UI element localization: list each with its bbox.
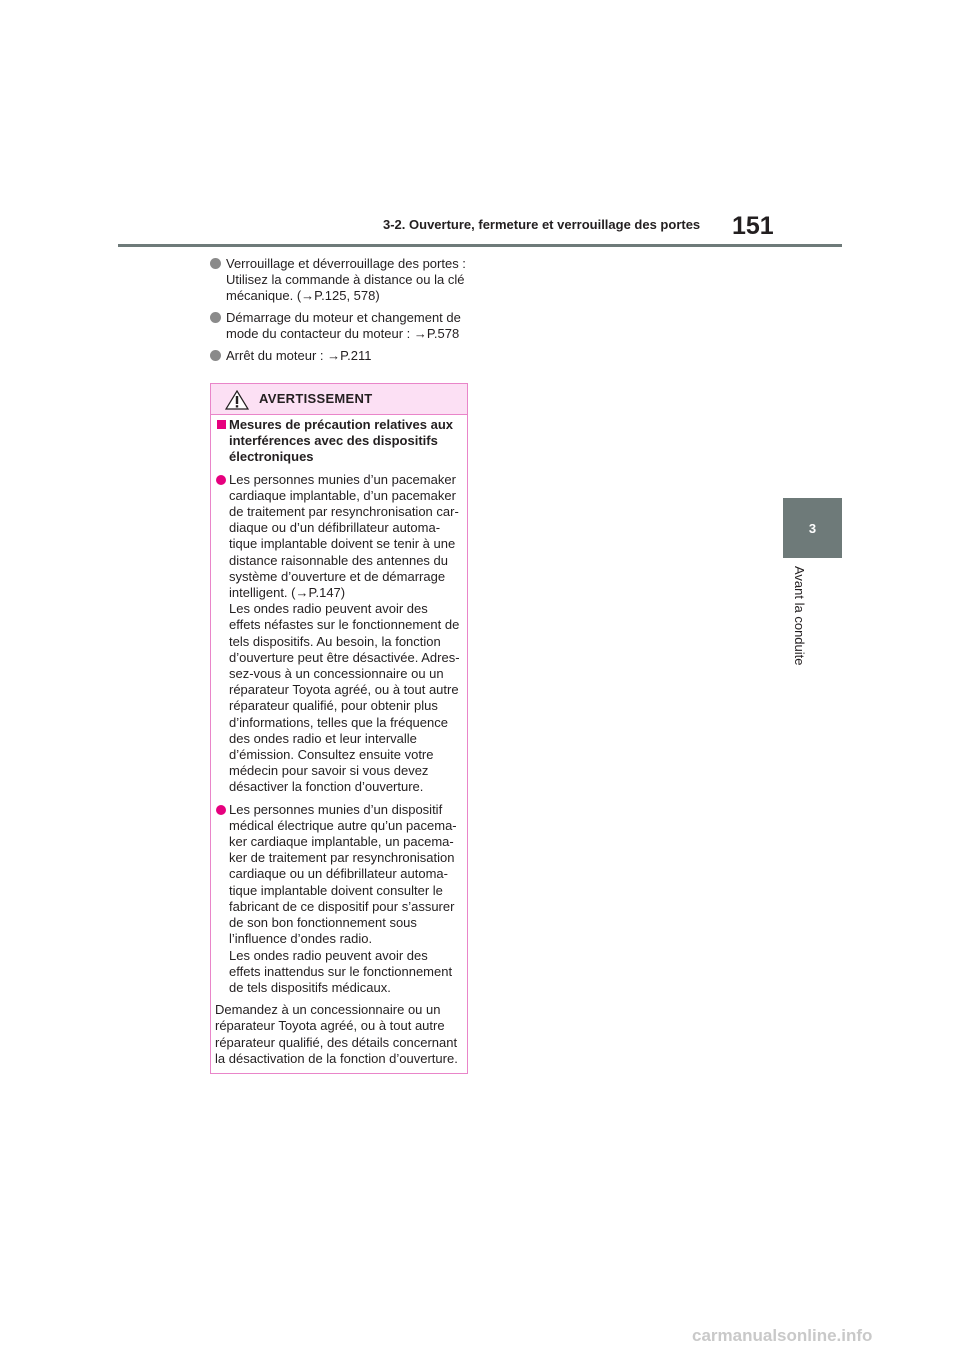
text-line: Les personnes munies d’un dispositif <box>229 801 443 817</box>
text-line: d’ouverture peut être désactivée. Adres- <box>229 649 460 665</box>
text-line: réparateur Toyota agréé, ou à tout autre <box>229 682 459 698</box>
heading-line: Mesures de précaution relatives aux <box>229 417 453 432</box>
chapter-label: Avant la conduite <box>792 566 807 666</box>
text-line: l’influence d’ondes radio. <box>229 931 373 947</box>
text-line: des ondes radio et leur intervalle <box>229 730 417 746</box>
warning-heading <box>215 417 459 466</box>
text-line: médecin pour savoir si vous devez <box>229 763 429 779</box>
text-line: tique implantable doivent se tenir à une <box>229 536 456 552</box>
text-line: Utilisez la commande à distance ou la clé <box>226 272 465 287</box>
text-line: cardiaque ou un défibrillateur automa- <box>229 866 448 882</box>
warning-triangle-icon <box>225 390 249 410</box>
intro-bullet-list <box>210 256 472 370</box>
text-line: réparateur qualifié, pour obtenir plus <box>229 698 438 714</box>
text-line: diaque ou d’un défibrillateur automa- <box>229 520 441 536</box>
warning-item <box>215 472 459 796</box>
text-line: Verrouillage et déverrouillage des portes : <box>226 256 466 271</box>
warning-body <box>211 415 467 1067</box>
bullet-dot-icon <box>216 805 226 815</box>
bullet-dot-icon <box>210 350 221 361</box>
chapter-tab[interactable] <box>783 498 842 558</box>
text-line: réparateur Toyota agréé, ou à tout autre <box>215 1018 445 1034</box>
text-line: réparateur qualifié, des détails concernant <box>215 1034 458 1050</box>
list-item <box>210 310 472 342</box>
page-number: 151 <box>732 212 774 240</box>
watermark: carmanualsonline.info <box>692 1326 873 1345</box>
text-line: de son bon fonctionnement sous <box>229 915 417 931</box>
text-line: Les ondes radio peuvent avoir des <box>229 947 428 963</box>
text-line: sez-vous à un concessionnaire ou un <box>229 666 444 682</box>
text-line: d’émission. Consultez ensuite votre <box>229 747 434 763</box>
warning-header <box>211 384 467 415</box>
warning-box <box>210 383 468 1074</box>
page-reference: Arrêt du moteur : →P.211 <box>226 348 372 363</box>
warning-title: AVERTISSEMENT <box>259 391 373 406</box>
square-bullet-icon <box>217 420 226 429</box>
heading-line: électroniques <box>229 449 314 465</box>
text-line: médical électrique autre qu’un pacema- <box>229 817 457 833</box>
text-line: de tels dispositifs médicaux. <box>229 979 391 995</box>
bullet-dot-icon <box>210 258 221 269</box>
text-line: la désactivation de la fonction d’ouverture. <box>215 1050 458 1066</box>
list-item <box>210 348 472 364</box>
text-line: Les ondes radio peuvent avoir des <box>229 601 428 617</box>
warning-item <box>215 802 459 996</box>
bullet-dot-icon <box>210 312 221 323</box>
bullet-dot-icon <box>216 475 226 485</box>
text-line: effets néfastes sur le fonctionnement de <box>229 617 460 633</box>
text-line: ker cardiaque implantable, un pacema- <box>229 834 454 850</box>
text-line: distance raisonnable des antennes du <box>229 552 448 568</box>
text-line: Démarrage du moteur et changement de <box>226 310 461 325</box>
text-line: de traitement par resynchronisation car- <box>229 504 459 520</box>
text-line: fabricant de ce dispositif pour s’assurer <box>229 898 455 914</box>
text-line: Demandez à un concessionnaire ou un <box>215 1002 441 1018</box>
text-line: d’informations, telles que la fréquence <box>229 714 448 730</box>
page-reference: mécanique. (→P.125, 578) <box>226 288 380 303</box>
text-line: cardiaque implantable, d’un pacemaker <box>229 487 456 503</box>
text-line: ker de traitement par resynchronisation <box>229 850 455 866</box>
warning-closing-paragraph <box>215 1002 459 1067</box>
text-line: effets inattendus sur le fonctionnement <box>229 963 453 979</box>
chapter-number: 3 <box>808 520 817 536</box>
text-line: tels dispositifs. Au besoin, la fonction <box>229 633 441 649</box>
text-line: Les personnes munies d’un pacemaker <box>229 471 456 487</box>
section-title: 3-2. Ouverture, fermeture et verrouillage des portes <box>383 217 701 232</box>
list-item <box>210 256 472 304</box>
header-divider <box>118 244 842 247</box>
text-line: désactiver la fonction d’ouverture. <box>229 779 424 795</box>
heading-line: interférences avec des dispositifs <box>229 433 438 449</box>
text-line: système d’ouverture et de démarrage <box>229 568 446 584</box>
page-reference: mode du contacteur du moteur : →P.578 <box>226 326 460 341</box>
text-line: intelligent. (→P.147) <box>229 585 346 601</box>
text-line: tique implantable doivent consulter le <box>229 882 443 898</box>
